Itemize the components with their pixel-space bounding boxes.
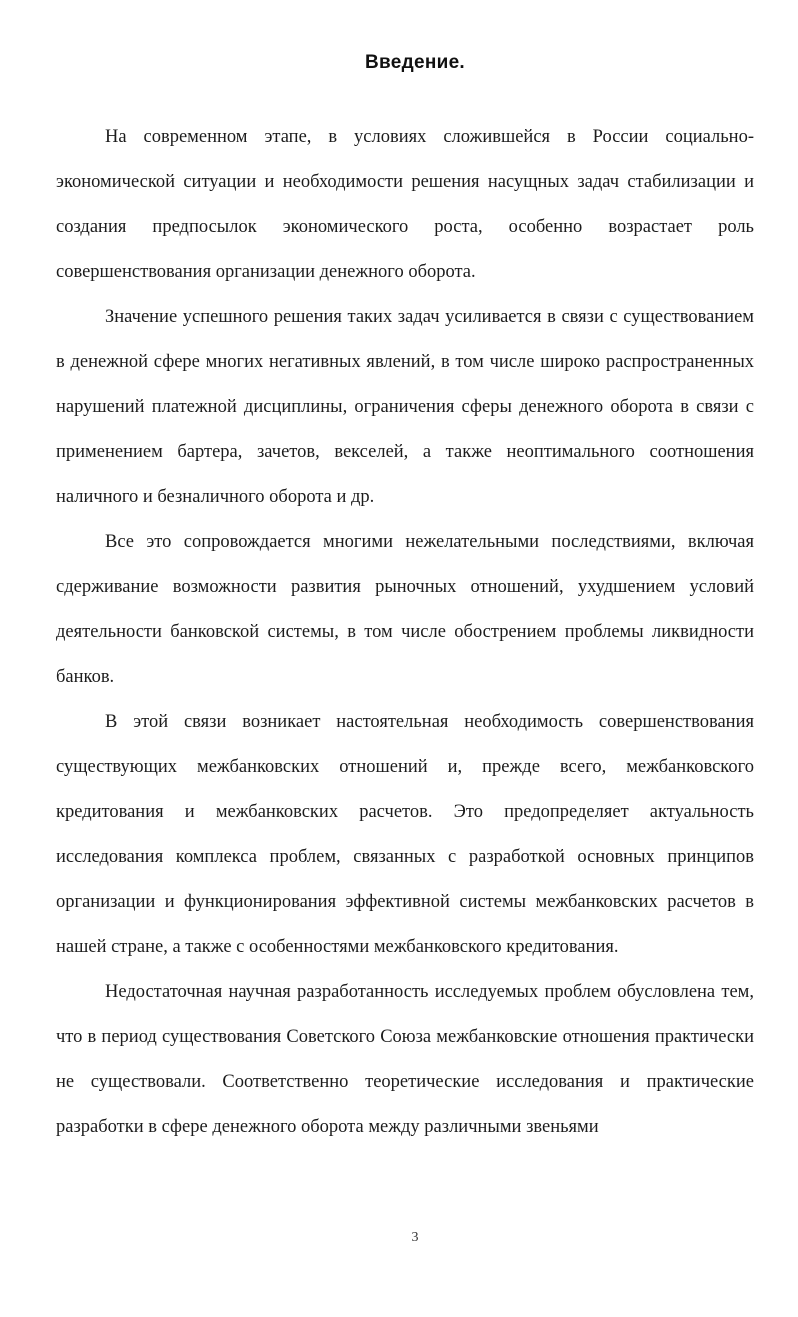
paragraph-5: Недостаточная научная разработанность исследуемых проблем обусловлена тем, что в период существования Советского Союза межбанковские отношения практически не существовали. Соответственно теоретические исследования и практические разработки в сфере денежного оборота между различными звеньями <box>56 982 754 1137</box>
paragraph-1: На современном этапе, в условиях сложившейся в России социально-экономической ситуации и необходимости решения насущных задач стабилизации и создания предпосылок экономического роста, особенно возрастает роль совершенствования организации денежного оборота. <box>56 127 754 282</box>
paragraph-4: В этой связи возникает настоятельная необходимость совершенствования существующих межбанковских отношений и, прежде всего, межбанковского кредитования и межбанковских расчетов. Это предопределяет актуальность исследования комплекса проблем, связанных с разработкой основных принципов организации и функционирования эффективной системы межбанковских расчетов в нашей стране, а также с особенностями межбанковского кредитования. <box>56 712 754 957</box>
body-text <box>56 115 754 1150</box>
page-number: 3 <box>411 1230 419 1245</box>
paragraph-3: Все это сопровождается многими нежелательными последствиями, включая сдерживание возможности развития рыночных отношений, ухудшением условий деятельности банковской системы, в том числе обострением проблемы ликвидности банков. <box>56 532 754 687</box>
paragraph-2: Значение успешного решения таких задач усиливается в связи с существованием в денежной сфере многих негативных явлений, в том числе широко распространенных нарушений платежной дисциплины, ограничения сферы денежного оборота в связи с применением бартера, зачетов, векселей, а также неоптимального соотношения наличного и безналичного оборота и др. <box>56 307 754 507</box>
page-title: Введение. <box>364 52 466 73</box>
